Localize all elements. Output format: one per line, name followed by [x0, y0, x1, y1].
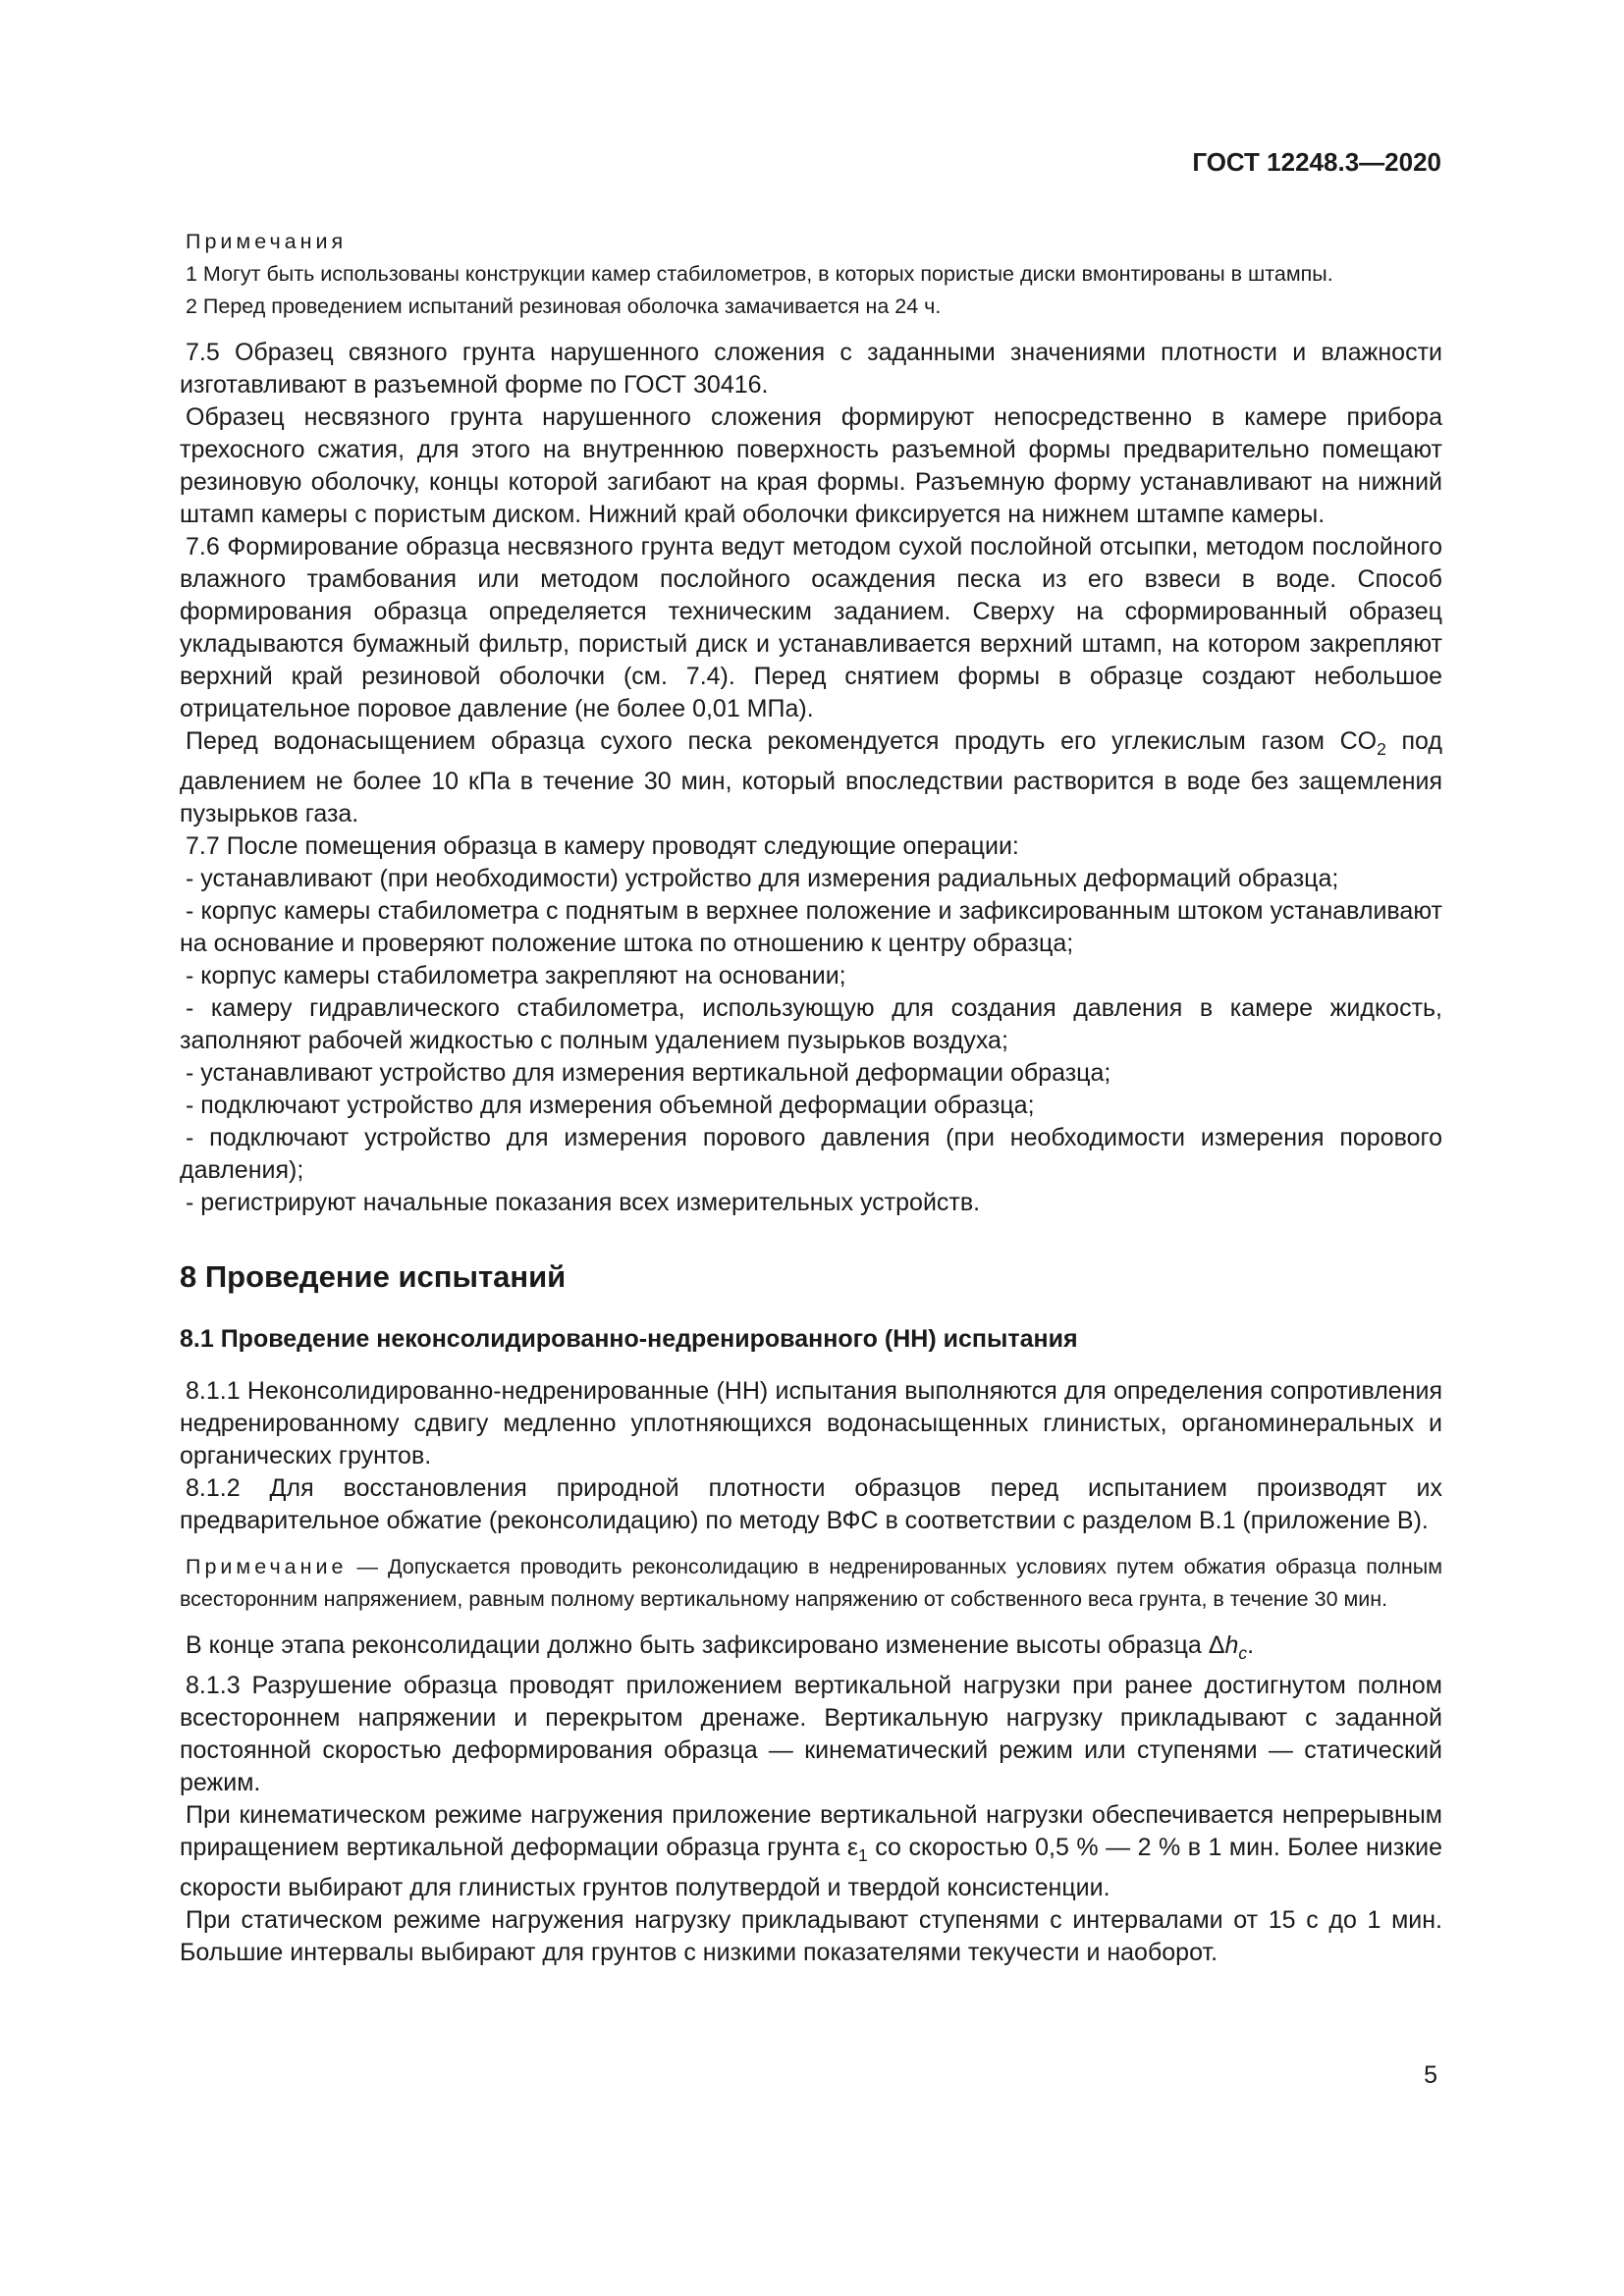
list-item: - подключают устройство для измерения объемной деформации образца; [186, 1092, 1035, 1119]
paragraph-8-1-3: 8.1.3 Разрушение образца проводят приложением вертикальной нагрузки при ранее достигнутом полном всестороннем напряжении и перекрытом дренаже. Вертикальную нагрузку прикладывают с заданной постоянной скоростью деформирования образца — кинематический режим или ступенями — статический режим. [180, 1672, 1442, 1796]
section-8-heading: 8 Проведение испытаний [180, 1259, 567, 1294]
subsection-8-1-heading: 8.1 Проведение неконсолидированно-недренированного (НН) испытания [180, 1325, 1078, 1353]
notes-top [180, 226, 1442, 323]
list-item: - подключают устройство для измерения порового давления (при необходимости измерения порового давления); [180, 1124, 1442, 1184]
paragraph-7-7: 7.7 После помещения образца в камеру проводят следующие операции: [186, 832, 1019, 860]
paragraph-7-6: 7.6 Формирование образца несвязного грунта ведут методом сухой послойной отсыпки, методом послойного влажного трамбования или методом послойного осаждения песка из его взвеси в воде. Способ формирования образца определяется техническим заданием. Сверху на сформированный образец укладываются бумажный фильтр, пористый диск и устанавливается верхний штамп, на котором закрепляют верхний край резиновой оболочки (см. 7.4). Перед снятием формы в образце создают небольшое отрицательное поровое давление (не более 0,01 МПа). [180, 533, 1442, 722]
notes-title: Примечания [186, 230, 348, 253]
list-item: - устанавливают устройство для измерения вертикальной деформации образца; [186, 1059, 1111, 1087]
note-item: 1 Могут быть использованы конструкции камер стабилометров, в которых пористые диски вмонтированы в штампы. [186, 262, 1333, 286]
note-label: Примечание [186, 1555, 348, 1578]
kin-text-b: со скоростью 0,5 % — 2 % в 1 мин. Более низкие скорости выбирают для глинистых грунтов полутвердой и твердой консистенции. [180, 1834, 1442, 1901]
kin-text-a: При кинематическом режиме нагружения приложение вертикальной нагрузки обеспечивается непрерывным приращением вертикальной деформации образца грунта ε [180, 1801, 1442, 1861]
co2-subscript: 2 [1377, 739, 1386, 759]
list-item: - корпус камеры стабилометра с поднятым в верхнее положение и зафиксированным штоком устанавливают на основание и проверяют положение штока по отношению к центру образца; [180, 897, 1442, 957]
paragraph-8-1-1: 8.1.1 Неконсолидированно-недренированные (НН) испытания выполняются для определения сопротивления недренированному сдвигу медленно уплотняющихся водонасыщенных глинистых, органоминеральных и органических грунтов. [180, 1377, 1442, 1469]
list-item: - камеру гидравлического стабилометра, использующую для создания давления в камере жидкость, заполняют рабочей жидкостью с полным удалением пузырьков воздуха; [180, 994, 1442, 1054]
note-inline [180, 1551, 1442, 1616]
paragraph-static: При статическом режиме нагружения нагрузку прикладывают ступенями с интервалами от 15 с до 1 мин. Большие интервалы выбирают для грунтов с низкими показателями текучести и наоборот. [180, 1906, 1442, 1966]
kin-subscript: 1 [858, 1845, 868, 1865]
co2-text-b: под давлением не более 10 кПа в течение 30 мин, который впоследствии растворится в воде без защемления пузырьков газа. [180, 727, 1442, 828]
recons-text: В конце этапа реконсолидации должно быть зафиксировано изменение высоты образца Δ [186, 1631, 1225, 1659]
list-item: - корпус камеры стабилометра закрепляют на основании; [186, 962, 846, 989]
list-item: - устанавливают (при необходимости) устройство для измерения радиальных деформаций образца; [186, 865, 1339, 892]
recons-h: h [1224, 1631, 1239, 1659]
document-body [180, 226, 1442, 1969]
recons-subscript: c [1238, 1643, 1248, 1663]
co2-text-a: Перед водонасыщением образца сухого песка рекомендуется продуть его углекислым газом CO [186, 727, 1378, 755]
note-text: — Допускается проводить реконсолидацию в недренированных условиях путем обжатия образца полным всесторонним напряжением, равным полному вертикальному напряжению от собственного веса грунта, в течение 30 мин. [180, 1555, 1442, 1611]
document-header: ГОСТ 12248.3—2020 [1192, 147, 1441, 177]
paragraph-kinematic [180, 1799, 1442, 1904]
paragraph-reconsolidation [180, 1629, 1442, 1670]
list-item: - регистрируют начальные показания всех измерительных устройств. [186, 1189, 981, 1216]
paragraph-co2 [180, 725, 1442, 830]
paragraph-7-5: 7.5 Образец связного грунта нарушенного сложения с заданными значениями плотности и влажности изготавливают в разъемной форме по ГОСТ 30416. [180, 339, 1442, 399]
paragraph-8-1-2: 8.1.2 Для восстановления природной плотности образцов перед испытанием производят их предварительное обжатие (реконсолидацию) по методу ВФС в соответствии с разделом В.1 (приложение В). [180, 1474, 1442, 1534]
paragraph-7-5-cont: Образец несвязного грунта нарушенного сложения формируют непосредственно в камере прибора трехосного сжатия, для этого на внутреннюю поверхность разъемной формы предварительно помещают резиновую оболочку, концы которой загибают на края формы. Разъемную форму устанавливают на нижний штамп камеры с пористым диском. Нижний край оболочки фиксируется на нижнем штампе камеры. [180, 403, 1442, 528]
note-item: 2 Перед проведением испытаний резиновая оболочка замачивается на 24 ч. [186, 294, 942, 318]
recons-end: . [1247, 1631, 1255, 1659]
page-number: 5 [1424, 2061, 1437, 2089]
